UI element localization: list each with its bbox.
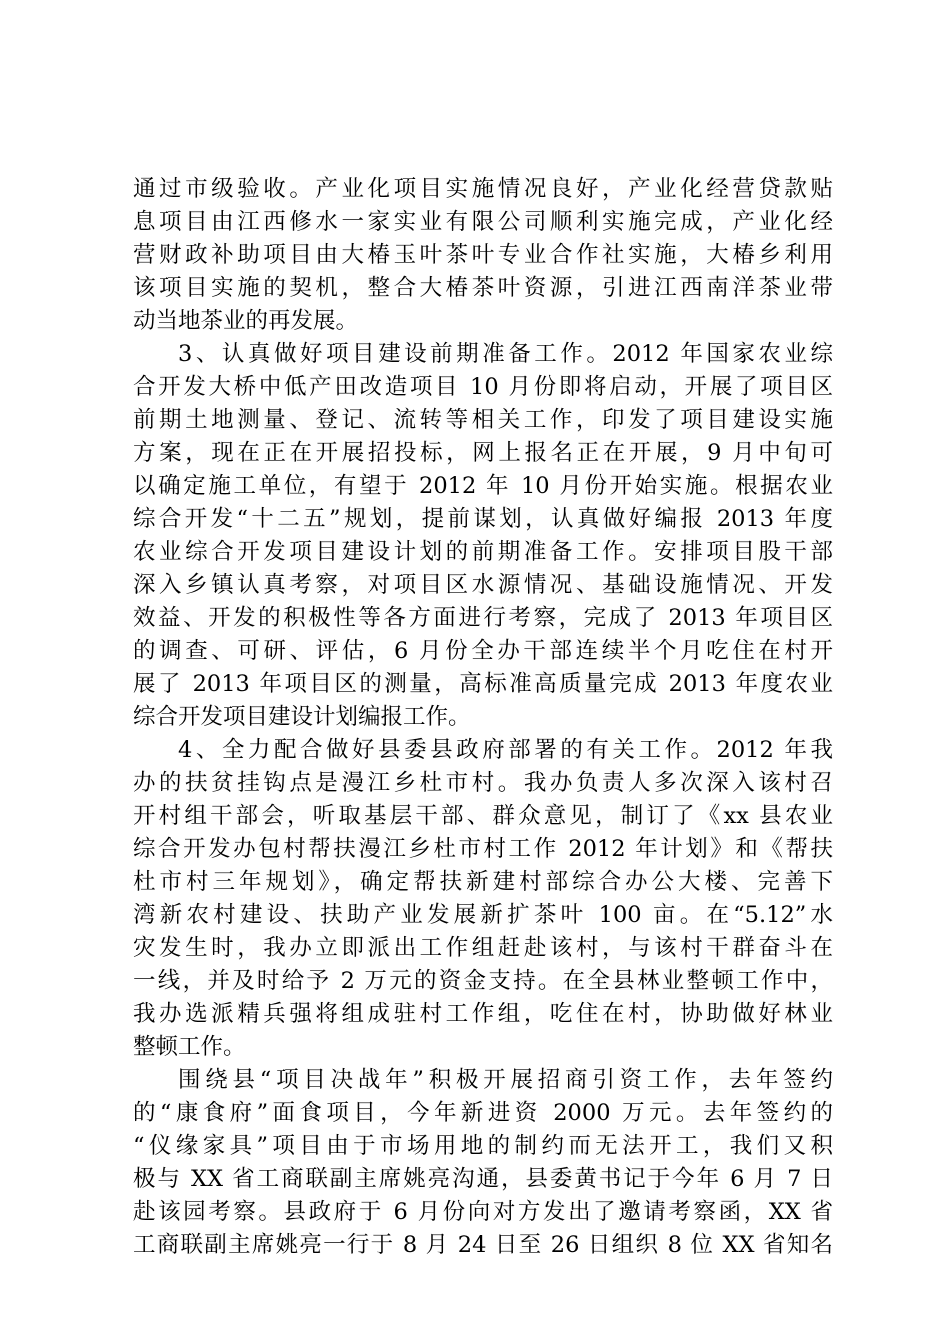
body-text-line: 展了 2013 年项目区的测量，高标准高质量完成 2013 年度农业 — [133, 671, 833, 697]
body-text-line: 息项目由江西修水一家实业有限公司顺利实施完成，产业化经 — [133, 209, 833, 235]
body-text-line: 深入乡镇认真考察，对项目区水源情况、基础设施情况、开发 — [133, 572, 833, 598]
body-text-line: 湾新农村建设、扶助产业发展新扩茶叶 100 亩。在“5.12”水 — [133, 902, 833, 928]
body-text-line: 我办选派精兵强将组成驻村工作组，吃住在村，协助做好林业 — [133, 1001, 833, 1027]
body-text-line: 杜市村三年规划》，确定帮扶新建村部综合办公大楼、完善下 — [133, 869, 833, 895]
section-heading-line: 4、全力配合做好县委县政府部署的有关工作。2012 年我 — [178, 737, 833, 763]
body-text-line: 农业综合开发项目建设计划的前期准备工作。安排项目股干部 — [133, 539, 833, 565]
body-text-line: 以确定施工单位，有望于 2012 年 10 月份开始实施。根据农业 — [133, 473, 833, 499]
body-text-line: 整顿工作。 — [133, 1034, 246, 1060]
body-text-line: 办的扶贫挂钩点是漫江乡杜市村。我办负责人多次深入该村召 — [133, 770, 833, 796]
body-text-line: “仪缘家具”项目由于市场用地的制约而无法开工，我们又积 — [133, 1133, 833, 1159]
body-text-line: 动当地茶业的再发展。 — [133, 308, 359, 334]
body-text-line: 开村组干部会，听取基层干部、群众意见，制订了《xx 县农业 — [133, 803, 833, 829]
body-text-line: 灾发生时，我办立即派出工作组赶赴该村，与该村干群奋斗在 — [133, 935, 833, 961]
body-text-line: 该项目实施的契机，整合大椿茶叶资源，引进江西南洋茶业带 — [133, 275, 833, 301]
body-text-line: 合开发大桥中低产田改造项目 10 月份即将启动，开展了项目区 — [133, 374, 833, 400]
body-text-line: 方案，现在正在开展招投标，网上报名正在开展，9 月中旬可 — [133, 440, 833, 466]
paragraph-first-line: 围绕县“项目决战年”积极开展招商引资工作，去年签约 — [178, 1067, 833, 1093]
body-text-line: 营财政补助项目由大椿玉叶茶叶专业合作社实施，大椿乡利用 — [133, 242, 833, 268]
body-text-line: 的调查、可研、评估，6 月份全办干部连续半个月吃住在村开 — [133, 638, 833, 664]
body-text-line: 赴该园考察。县政府于 6 月份向对方发出了邀请考察函，XX 省 — [133, 1199, 833, 1225]
body-text-line: 的“康食府”面食项目，今年新进资 2000 万元。去年签约的 — [133, 1100, 833, 1126]
section-heading-line: 3、认真做好项目建设前期准备工作。2012 年国家农业综 — [178, 341, 833, 367]
body-text-line: 一线，并及时给予 2 万元的资金支持。在全县林业整顿工作中， — [133, 968, 833, 994]
body-text-line: 效益、开发的积极性等各方面进行考察，完成了 2013 年项目区 — [133, 605, 833, 631]
body-text-line: 工商联副主席姚亮一行于 8 月 24 日至 26 日组织 8 位 XX 省知名 — [133, 1232, 833, 1258]
body-text-line: 前期土地测量、登记、流转等相关工作，印发了项目建设实施 — [133, 407, 833, 433]
body-text-line: 综合开发项目建设计划编报工作。 — [133, 704, 471, 730]
body-text-line: 通过市级验收。产业化项目实施情况良好，产业化经营贷款贴 — [133, 176, 833, 202]
body-text-line: 极与 XX 省工商联副主席姚亮沟通，县委黄书记于今年 6 月 7 日 — [133, 1166, 833, 1192]
body-text-line: 综合开发“十二五”规划，提前谋划，认真做好编报 2013 年度 — [133, 506, 833, 532]
body-text-line: 综合开发办包村帮扶漫江乡杜市村工作 2012 年计划》和《帮扶 — [133, 836, 833, 862]
